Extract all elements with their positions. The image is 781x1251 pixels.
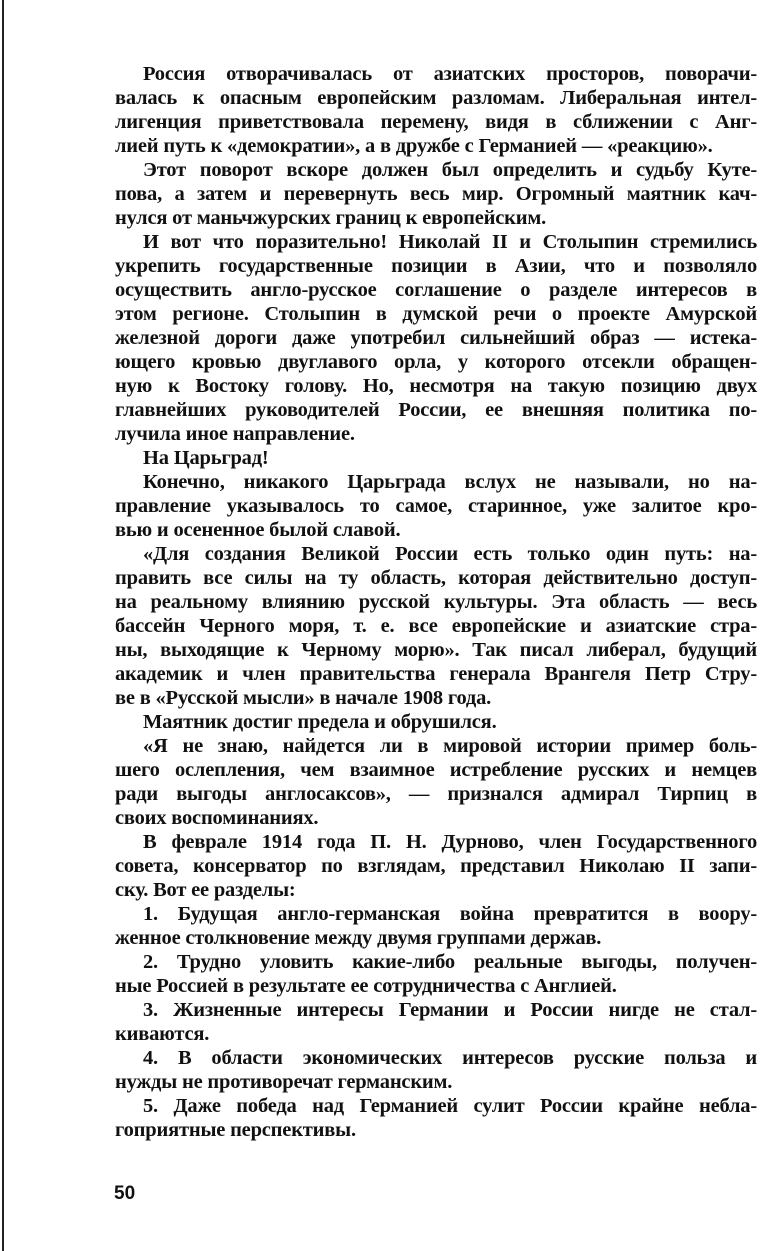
text-line: На Царьград! xyxy=(143,447,269,469)
body-text xyxy=(115,62,757,1142)
text-line: Конечно, никакого Царьграда вслух не называли, но на- xyxy=(143,471,757,493)
page-edge-line xyxy=(2,0,4,1251)
text-line: железной дороги даже употребил сильнейший образ — истека- xyxy=(115,327,757,349)
paragraph xyxy=(115,902,757,950)
text-line: осуществить англо-русское соглашение о разделе интересов в xyxy=(115,279,757,301)
text-line: 1. Будущая англо-германская война превратится в воору- xyxy=(143,903,757,925)
text-line: править все силы на ту область, которая действительно доступ- xyxy=(115,567,757,589)
text-line: 2. Трудно уловить какие-либо реальные выгоды, получен- xyxy=(143,951,757,973)
text-line: на реальному влиянию русской культуры. Эта область — весь xyxy=(115,591,757,613)
text-line: валась к опасным европейским разломам. Либеральная интел- xyxy=(115,87,757,109)
text-line: укрепить государственные позиции в Азии, что и позволяло xyxy=(115,255,757,277)
text-line: ные Россией в результате ее сотрудничества с Англией. xyxy=(115,975,617,997)
text-line: Этот поворот вскоре должен был определить и судьбу Куте- xyxy=(143,159,757,181)
text-line: 5. Даже победа над Германией сулит России крайне небла- xyxy=(143,1095,757,1117)
text-line: ную к Востоку голову. Но, несмотря на такую позицию двух xyxy=(115,375,757,397)
text-line: правление указывалось то самое, старинное, уже залитое кро- xyxy=(115,495,757,517)
text-line: гоприятные перспективы. xyxy=(115,1119,356,1141)
paragraph xyxy=(115,998,757,1046)
paragraph xyxy=(115,230,757,446)
text-line: ради выгоды англосаксов», — признался адмирал Тирпиц в xyxy=(115,783,757,805)
text-line: 3. Жизненные интересы Германии и России нигде не стал- xyxy=(143,999,757,1021)
text-line: нужды не противоречат германским. xyxy=(115,1071,453,1093)
paragraph xyxy=(115,542,757,710)
text-line: главнейших руководителей России, ее внешняя политика по- xyxy=(115,399,757,421)
paragraph xyxy=(115,710,757,734)
paragraph xyxy=(115,62,757,158)
text-line: своих воспоминаниях. xyxy=(115,807,319,829)
text-line: ющего кровью двуглавого орла, у которого отсекли обращен- xyxy=(115,351,757,373)
paragraph xyxy=(115,470,757,542)
text-line: вью и осененное былой славой. xyxy=(115,519,401,541)
paragraph xyxy=(115,446,757,470)
text-line: ску. Вот ее разделы: xyxy=(115,879,296,901)
text-line: лучила иное направление. xyxy=(115,423,355,445)
text-line: Маятник достиг предела и обрушился. xyxy=(143,711,497,733)
text-line: женное столкновение между двумя группами держав. xyxy=(115,927,602,949)
text-line: В феврале 1914 года П. Н. Дурново, член Государственного xyxy=(143,831,757,853)
paragraph xyxy=(115,158,757,230)
text-line: этом регионе. Столыпин в думской речи о проекте Амурской xyxy=(115,303,757,325)
text-line: лигенция приветствовала перемену, видя в сближении с Анг- xyxy=(115,111,757,133)
text-line: киваются. xyxy=(115,1023,210,1045)
text-line: 4. В области экономических интересов русские польза и xyxy=(143,1047,757,1069)
text-line: совета, консерватор по взглядам, представил Николаю II запи- xyxy=(115,855,757,877)
text-line: И вот что поразительно! Николай II и Столыпин стремились xyxy=(143,231,757,253)
text-line: академик и член правительства генерала Врангеля Петр Стру- xyxy=(115,663,757,685)
paragraph xyxy=(115,1046,757,1094)
paragraph xyxy=(115,734,757,830)
text-line: «Для создания Великой России есть только один путь: на- xyxy=(143,543,757,565)
page-number: 50 xyxy=(114,1183,136,1204)
paragraph xyxy=(115,830,757,902)
text-line: нулся от маньчжурских границ к европейским. xyxy=(115,207,547,229)
paragraph xyxy=(115,950,757,998)
text-line: ве в «Русской мысли» в начале 1908 года. xyxy=(115,687,492,709)
text-line: ны, выходящие к Черному морю». Так писал либерал, будущий xyxy=(115,639,757,661)
text-line: шего ослепления, чем взаимное истребление русских и немцев xyxy=(115,759,757,781)
text-line: «Я не знаю, найдется ли в мировой истории пример боль- xyxy=(143,735,757,757)
text-line: лией путь к «демократии», а в дружбе с Германией — «реакцию». xyxy=(115,135,713,157)
paragraph xyxy=(115,1094,757,1142)
text-line: Россия отворачивалась от азиатских просторов, поворачи- xyxy=(143,63,757,85)
text-line: пова, а затем и перевернуть весь мир. Огромный маятник кач- xyxy=(115,183,757,205)
text-line: бассейн Черного моря, т. е. все европейские и азиатские стра- xyxy=(115,615,757,637)
